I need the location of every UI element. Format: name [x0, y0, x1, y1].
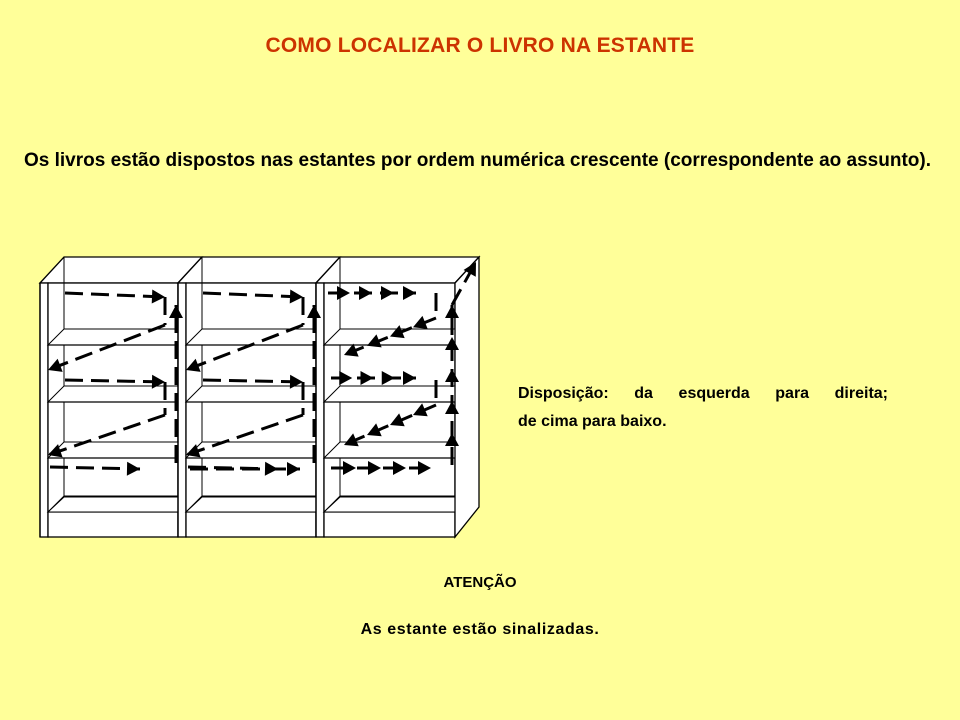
shelf-board: [48, 386, 178, 402]
shelf-side-panel: [178, 283, 186, 537]
shelf-side-panel: [316, 283, 324, 537]
shelf-board: [324, 442, 455, 458]
page-title: COMO LOCALIZAR O LIVRO NA ESTANTE: [265, 34, 695, 57]
shelf-base: [186, 497, 316, 512]
shelf-base: [324, 497, 455, 512]
intro-paragraph: Os livros estão dispostos nas estantes por ordem numérica crescente (correspondente ao assunto).: [24, 150, 931, 171]
disposition-line-1: Disposição: da esquerda para direita;: [518, 385, 888, 402]
attention-label: ATENÇÃO: [443, 574, 517, 591]
attention-text: As estante estão sinalizadas.: [360, 621, 600, 638]
bookshelf-units: [40, 257, 479, 537]
shelf-board: [48, 442, 178, 458]
disposition-note: [518, 380, 888, 436]
shelf-right-panel: [455, 257, 479, 537]
shelf-base: [48, 497, 178, 512]
shelf-side-panel: [40, 283, 48, 537]
disposition-line-2: de cima para baixo.: [518, 413, 667, 430]
shelf-board: [324, 329, 455, 345]
shelf-board: [186, 442, 316, 458]
shelf-board: [186, 329, 316, 345]
shelf-board: [48, 329, 178, 345]
shelf-board: [186, 386, 316, 402]
